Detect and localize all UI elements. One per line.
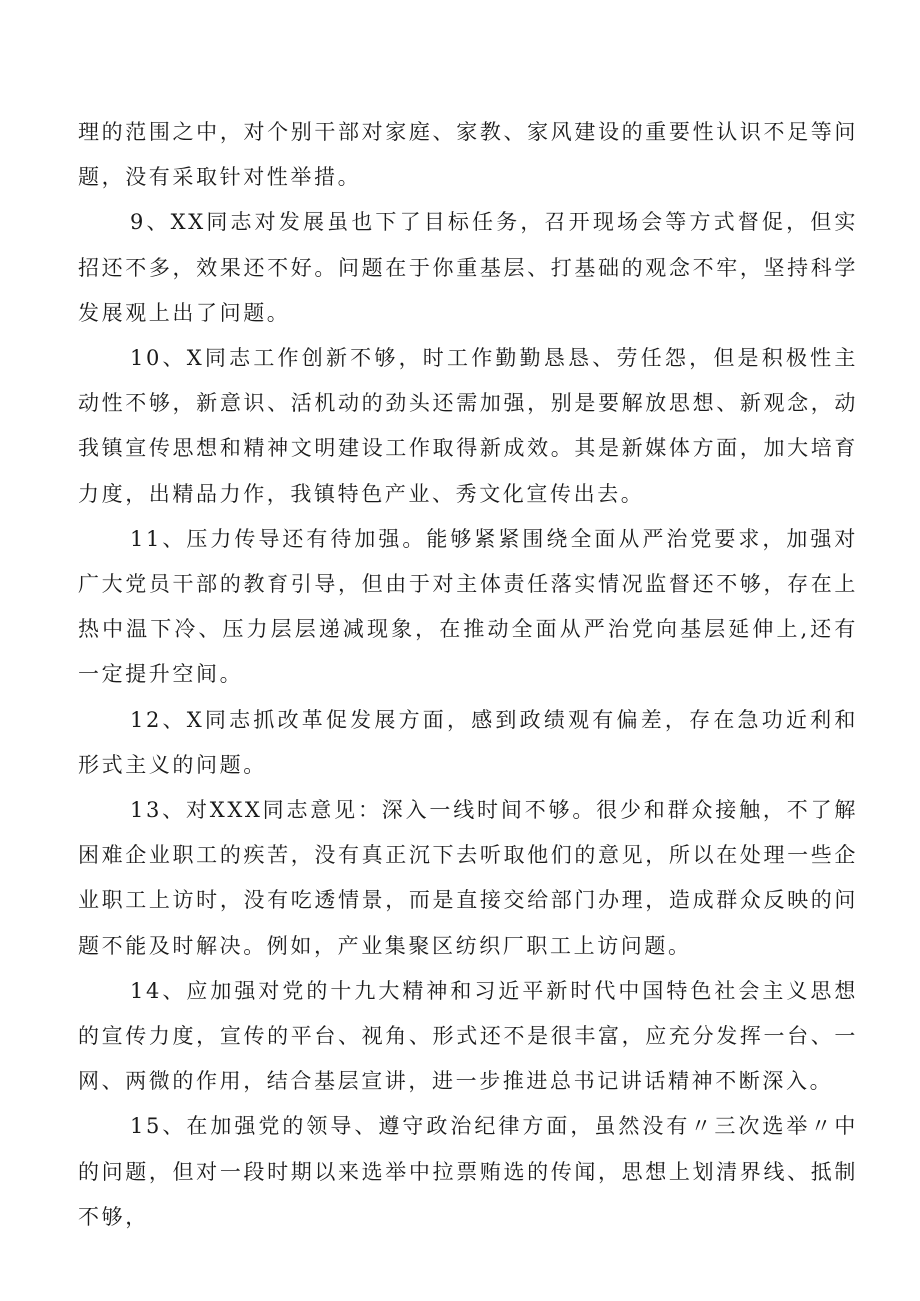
- paragraph-item-13: 13、对XXX同志意见：深入一线时间不够。很少和群众接触，不了解困难企业职工的疾苦，没有真正沉下去听取他们的意见，所以在处理一些企业职工上访时，没有吃透情景，而是直接交给部门办理，造成群众反映的问题不能及时解决。例如，产业集聚区纺织厂职工上访问题。: [78, 798, 858, 958]
- paragraph-item-14: 14、应加强对党的十九大精神和习近平新时代中国特色社会主义思想的宣传力度，宣传的平台、视角、形式还不是很丰富，应充分发挥一台、一网、两微的作用，结合基层宣讲，进一步推进总书记讲话精神不断深入。: [78, 978, 858, 1094]
- paragraph-item-15: 15、在加强党的领导、遵守政治纪律方面，虽然没有〃三次选举〃中的问题，但对一段时期以来选举中拉票贿选的传闻，思想上划清界线、抵制不够，: [78, 1114, 858, 1229]
- paragraph-item-11: 11、压力传导还有待加强。能够紧紧围绕全面从严治党要求，加强对广大党员干部的教育引导，但由于对主体责任落实情况监督还不够，存在上热中温下冷、压力层层递减现象，在推动全面从严治党向基层延伸上,还有一定提升空间。: [78, 526, 858, 687]
- paragraph-item-12: 12、X同志抓改革促发展方面，感到政绩观有偏差，存在急功近利和形式主义的问题。: [78, 707, 858, 777]
- document-body: [78, 110, 858, 1240]
- paragraph-continuation: 理的范围之中，对个别干部对家庭、家教、家风建设的重要性认识不足等问题，没有采取针对性举措。: [78, 120, 858, 190]
- paragraph-item-9: 9、XX同志对发展虽也下了目标任务，召开现场会等方式督促，但实招还不多，效果还不好。问题在于你重基层、打基础的观念不牢，坚持科学发展观上出了问题。: [78, 210, 858, 325]
- paragraph-item-10: 10、X同志工作创新不够，时工作勤勤恳恳、劳任怨，但是积极性主动性不够，新意识、活机动的劲头还需加强，别是要解放思想、新观念，动我镇宣传思想和精神文明建设工作取得新成效。其是新媒体方面，加大培育力度，出精品力作，我镇特色产业、秀文化宣传出去。: [78, 346, 858, 506]
